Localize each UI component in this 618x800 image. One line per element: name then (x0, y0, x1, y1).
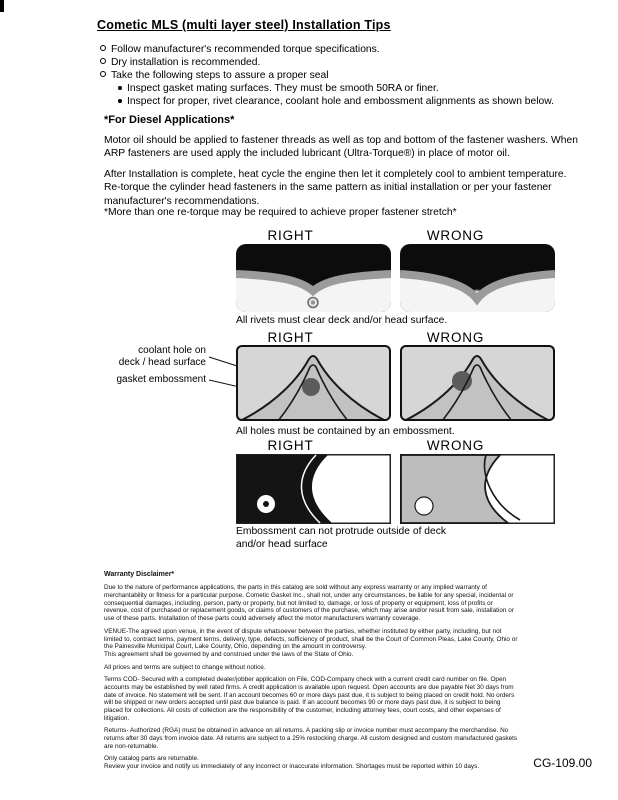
disclaimer-review-line: Review your invoice and notify us immediately of any incorrect or inaccurate information. Shortages must be reported within 10 days. (104, 763, 480, 771)
diagram-protrusion-wrong-image (400, 454, 555, 524)
coolant-hole-annotation (92, 345, 206, 369)
diesel-retorque-paragraph: After Installation is complete, heat cycle the engine then let it completely cool to ambient temperature. Re-torque the cylinder head fasteners in the same pattern as initial installation or per your fastener manufacturer's recommendations. (104, 169, 567, 207)
diagram-rivet-right-image (236, 244, 391, 312)
disclaimer-heading: Warranty Disclaimer* (104, 571, 175, 578)
disclaimer-terms-paragraph: Terms COD- Secured with a completed dealer/jobber application on File, COD-Company check with a current credit card number on file. Open accounts may be established by well rated firms. A credit application is available upon request. Open accounts are due payable Net 30 days from date of invoice. No statement will be sent. If an account becomes 60 or more days past due, it is subject to being placed on credit hold. No orders will be shipped or new orders accepted until past due balance is paid. If an account becomes 90 or more days past due, it is subject to being placed for collections. All costs of collection are the responsibility of the customer, including attorney fees, court costs, and other expenses of litigation. (104, 676, 515, 722)
diesel-oil-paragraph: Motor oil should be applied to fastener threads as well as top and bottom of the fastener washers. When ARP fasteners are used apply the included lubricant (Ultra-Torque®) in place of motor oil. (104, 135, 578, 160)
disclaimer-ohio-line: This agreement shall be governed by and construed under the laws of the State of Ohio. (104, 650, 354, 658)
annotation-text: coolant hole on (138, 345, 206, 356)
circle-bullet-icon (100, 58, 106, 64)
disclaimer-prices-line: All prices and terms are subject to change without notice. (104, 663, 266, 671)
diagram-rivet-wrong-image (400, 244, 555, 312)
tip-text: Inspect for proper, rivet clearance, coolant hole and embossment alignments as shown below. (127, 96, 554, 107)
disclaimer-returns-paragraph: Returns- Authorized (RGA) must be obtained in advance on all returns. A packing slip or invoice number must accompany the merchandise. No returns after 30 days from invoice date. All returns are subject to a 25% restocking charge. All custom designed and custom manufactured gaskets are non-returnable. (104, 727, 518, 750)
installation-tips-list (100, 43, 554, 108)
wrong-label-row3: WRONG (426, 438, 485, 453)
rivet-caption: All rivets must clear deck and/or head surface. (236, 315, 448, 326)
annotation-text: deck / head surface (118, 356, 206, 368)
right-label-row2: RIGHT (267, 330, 314, 345)
page-title: Cometic MLS (multi layer steel) Installation Tips (97, 18, 391, 32)
diagram-embossment-right-image (236, 345, 391, 421)
disclaimer-warranty-paragraph: Due to the nature of performance applications, the parts in this catalog are sold without any express warranty or any implied warranty of merchantability or fitness for a particular purpose. Cometic Gasket Inc., shall not, under any circumstances, be liable for any special, incidental or consequential damages, including, person, party or property, but not limited to, damage, or loss of property or equipment, loss of profits or revenue, cost of purchased or replacement goods, or claims of customers of the purchase, which may arise and/or result from sale, installation or use of these parts. Installation of these parts could adversely affect the motor manufacturers warranty coverage. (104, 584, 514, 623)
dot-bullet-icon (118, 86, 122, 90)
dot-bullet-icon (118, 99, 122, 103)
page-number: CG-109.00 (533, 756, 592, 770)
disclaimer-venue-paragraph: VENUE-The agreed upon venue, in the event of dispute whatsoever between the parties, whether instituted by either party, including, but not limited to, contract terms, payment terms, delivery, type, defects, sufficiency of product, shall be the Court of Common Pleas, Lake County, Ohio or the Painesville Municipal Court, Lake County, Ohio, depending on the amount in controversy. (104, 627, 518, 651)
protrusion-caption: Embossment can not protrude outside of deck and/or head surface (236, 526, 447, 550)
warranty-disclaimer-section (104, 571, 518, 771)
circle-bullet-icon (100, 71, 106, 77)
wrong-label-row2: WRONG (426, 330, 485, 345)
scan-artifact (0, 0, 4, 12)
tip-item (100, 69, 554, 82)
tip-text: Inspect gasket mating surfaces. They must be smooth 50RA or finer. (127, 83, 439, 94)
circle-bullet-icon (100, 45, 106, 51)
wrong-label-row1: WRONG (426, 228, 485, 243)
diagram-embossment-wrong-image (400, 345, 555, 421)
diesel-applications-heading: *For Diesel Applications* (104, 114, 235, 126)
right-label-row1: RIGHT (267, 228, 314, 243)
gasket-embossment-annotation: gasket embossment (116, 374, 206, 385)
holes-caption: All holes must be contained by an embossment. (236, 426, 455, 437)
diagram-protrusion-right-image (236, 454, 391, 524)
tip-text: Dry installation is recommended. (111, 57, 261, 68)
tip-text: Follow manufacturer's recommended torque specifications. (111, 44, 380, 55)
tip-text: Take the following steps to assure a proper seal (111, 70, 329, 81)
tip-item (100, 43, 554, 56)
tip-item (100, 56, 554, 69)
tip-sub-item (100, 95, 554, 108)
retorque-note: *More than one re-torque may be required to achieve proper fastener stretch* (104, 207, 457, 218)
tip-sub-item (100, 82, 554, 95)
disclaimer-catalog-line: Only catalog parts are returnable. (104, 755, 199, 763)
right-label-row3: RIGHT (267, 438, 314, 453)
